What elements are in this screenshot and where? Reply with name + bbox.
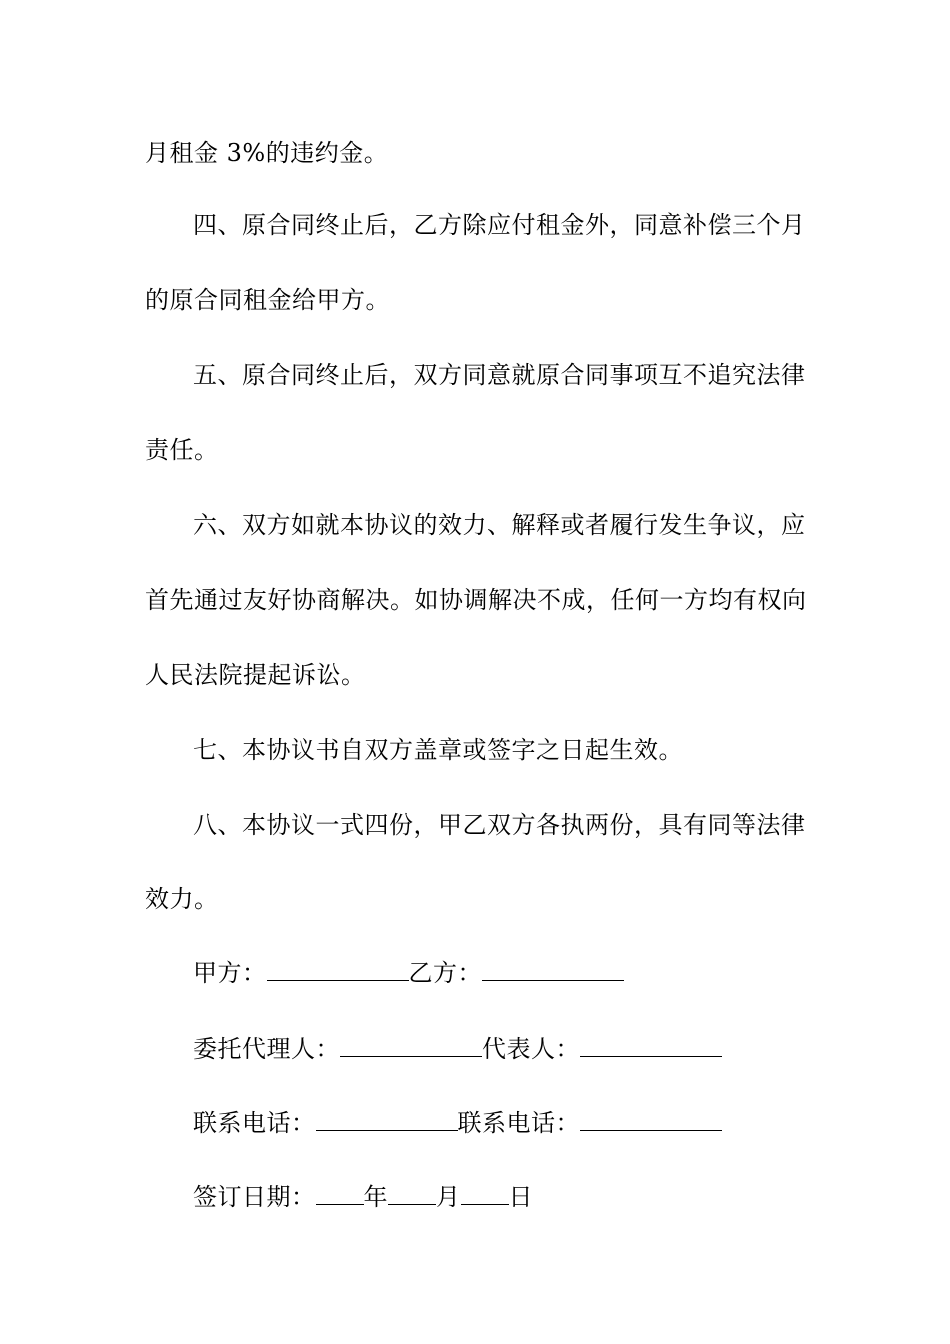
date-label: 签订日期： [193, 1183, 316, 1211]
month-label: 月 [436, 1183, 461, 1211]
year-blank[interactable] [316, 1182, 364, 1205]
representative-blank[interactable] [580, 1034, 722, 1057]
paragraph-6-line-3: 人民法院提起诉讼。 [145, 661, 366, 689]
paragraph-6-line-1: 六、双方如就本协议的效力、解释或者履行发生争议，应 [193, 511, 806, 539]
signature-parties-row [193, 958, 624, 988]
year-label: 年 [363, 1183, 388, 1211]
phone-b-label: 联系电话： [457, 1109, 580, 1137]
paragraph-7: 七、本协议书自双方盖章或签字之日起生效。 [193, 736, 683, 764]
signature-phones-row [193, 1108, 722, 1138]
party-b-blank[interactable] [482, 958, 624, 981]
month-blank[interactable] [388, 1182, 436, 1205]
party-b-label: 乙方： [408, 959, 482, 987]
paragraph-4-line-1: 四、原合同终止后，乙方除应付租金外，同意补偿三个月 [193, 211, 806, 239]
day-label: 日 [508, 1183, 533, 1211]
signature-date-row [193, 1182, 533, 1212]
day-blank[interactable] [461, 1182, 509, 1205]
party-a-label: 甲方： [193, 959, 267, 987]
paragraph-3-tail: 月租金 3%的违约金。 [145, 139, 389, 167]
paragraph-5-line-2: 责任。 [145, 436, 219, 464]
signature-agents-row [193, 1034, 722, 1064]
party-a-blank[interactable] [267, 958, 409, 981]
representative-label: 代表人： [482, 1035, 580, 1063]
agent-label: 委托代理人： [193, 1035, 340, 1063]
paragraph-6-line-2: 首先通过友好协商解决。如协调解决不成，任何一方均有权向 [145, 586, 807, 614]
paragraph-5-line-1: 五、原合同终止后，双方同意就原合同事项互不追究法律 [193, 361, 806, 389]
paragraph-4-line-2: 的原合同租金给甲方。 [145, 286, 390, 314]
phone-a-blank[interactable] [316, 1108, 458, 1131]
phone-a-label: 联系电话： [193, 1109, 316, 1137]
agent-blank[interactable] [340, 1034, 482, 1057]
paragraph-8-line-2: 效力。 [145, 885, 219, 913]
phone-b-blank[interactable] [580, 1108, 722, 1131]
paragraph-8-line-1: 八、本协议一式四份，甲乙双方各执两份，具有同等法律 [193, 811, 806, 839]
